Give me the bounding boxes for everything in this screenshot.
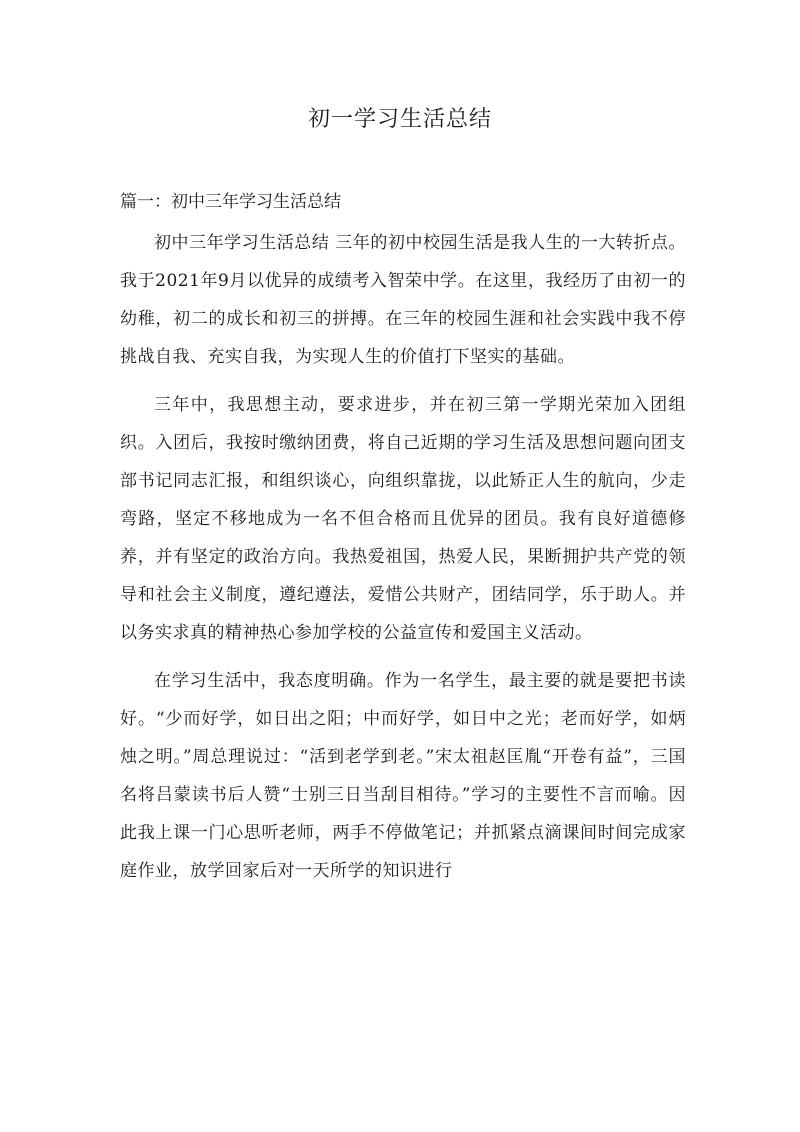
paragraph-2: 三年中，我思想主动，要求进步，并在初三第一学期光荣加入团组织。入团后，我按时缴纳团费，将自己近期的学习生活及思想问题向团支部书记同志汇报，和组织谈心，向组织靠拢，以此矫正人生的航向，少走弯路，坚定不移地成为一名不但合格而且优异的团员。我有良好道德修养，并有坚定的政治方向。我热爱祖国，热爱人民，果断拥护共产党的领导和社会主义制度，遵纪遵法，爱惜公共财产，团结同学，乐于助人。并以务实求真的精神热心参加学校的公益宣传和爱国主义活动。 (120, 395, 686, 643)
document-body (120, 224, 686, 900)
paragraph-1: 初中三年学习生活总结 三年的初中校园生活是我人生的一大转折点。我于2021年9月以优异的成绩考入智荣中学。在这里，我经历了由初一的幼稚，初二的成长和初三的拼搏。在三年的校园生涯和社会实践中我不停挑战自我、充实自我，为实现人生的价值打下坚实的基础。 (120, 233, 686, 367)
section-heading: 篇一：初中三年学习生活总结 (120, 192, 341, 212)
document-title: 初一学习生活总结 (307, 107, 492, 132)
paragraph-3: 在学习生活中，我态度明确。作为一名学生，最主要的就是要把书读好。“少而好学，如日出之阳；中而好学，如日中之光；老而好学，如炳烛之明。”周总理说过：“活到老学到老。”宋太祖赵匡胤“开卷有益”，三国名将吕蒙读书后人赞“士别三日当刮目相待。”学习的主要性不言而喻。因此我上课一门心思听老师，两手不停做笔记；并抓紧点滴课间时间完成家庭作业，放学回家后对一天所学的知识进行 (120, 671, 686, 881)
